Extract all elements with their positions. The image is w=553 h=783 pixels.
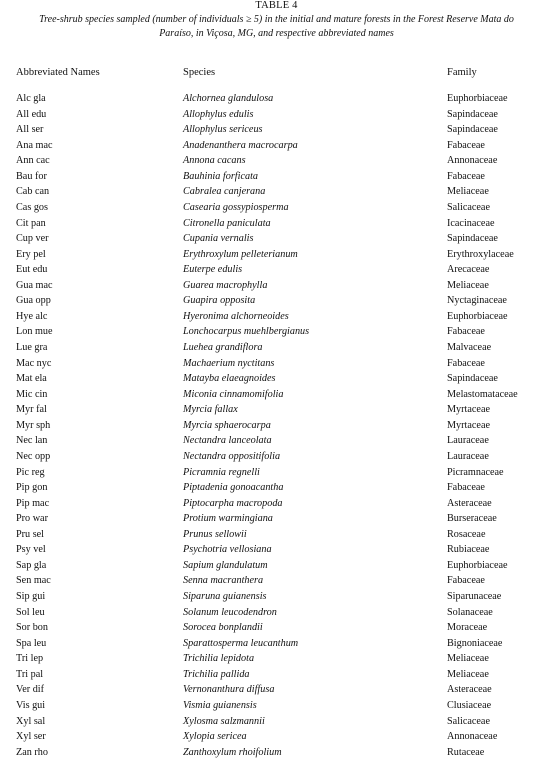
table-row	[0, 231, 553, 247]
family-cell: Fabaceae	[447, 170, 485, 182]
table-row	[0, 636, 553, 652]
abbreviated-name-cell: All edu	[16, 108, 47, 120]
family-cell: Sapindaceae	[447, 108, 498, 120]
family-cell: Sapindaceae	[447, 373, 498, 385]
species-cell: Protium warmingiana	[183, 513, 273, 525]
species-cell: Euterpe edulis	[183, 264, 243, 276]
family-cell: Meliaceae	[447, 653, 489, 665]
family-cell: Arecaceae	[447, 264, 490, 276]
header-family: Family	[447, 67, 477, 78]
species-cell: Miconia cinnamomifolia	[183, 388, 284, 400]
abbreviated-name-cell: Myr fal	[16, 404, 47, 416]
abbreviated-name-cell: Pip gon	[16, 482, 48, 494]
table-row	[0, 465, 553, 481]
family-cell: Fabaceae	[447, 482, 485, 494]
table-row	[0, 433, 553, 449]
table-row	[0, 418, 553, 434]
family-cell: Fabaceae	[447, 575, 485, 587]
table-row	[0, 745, 553, 761]
family-cell: Salicaceae	[447, 201, 490, 213]
family-cell: Asteraceae	[447, 684, 492, 696]
header-abbreviated-names: Abbreviated Names	[16, 67, 100, 78]
abbreviated-name-cell: Alc gla	[16, 93, 46, 104]
table-row	[0, 449, 553, 465]
abbreviated-name-cell: Xyl sal	[16, 715, 46, 727]
table-row	[0, 605, 553, 621]
species-cell: Anadenanthera macrocarpa	[183, 139, 298, 151]
table-row	[0, 138, 553, 154]
species-cell: Siparuna guianensis	[183, 591, 267, 602]
family-cell: Euphorbiaceae	[447, 93, 508, 104]
species-cell: Trichilia pallida	[183, 668, 250, 680]
abbreviated-name-cell: Cup ver	[16, 233, 49, 245]
family-cell: Siparunaceae	[447, 591, 502, 602]
species-cell: Machaerium nyctitans	[183, 357, 275, 369]
abbreviated-name-cell: All ser	[16, 124, 44, 136]
abbreviated-name-cell: Pip mac	[16, 497, 50, 509]
species-cell: Vernonanthura diffusa	[183, 684, 275, 696]
family-cell: Meliaceae	[447, 186, 489, 198]
species-cell: Picramnia regnelli	[183, 466, 260, 478]
species-cell: Annona cacans	[183, 155, 246, 167]
family-cell: Euphorbiaceae	[447, 310, 508, 322]
family-cell: Fabaceae	[447, 326, 485, 338]
family-cell: Erythroxylaceae	[447, 248, 514, 260]
abbreviated-name-cell: Sor bon	[16, 622, 48, 634]
table-row	[0, 387, 553, 403]
family-cell: Rosaceae	[447, 528, 486, 540]
table-row	[0, 91, 553, 107]
species-cell: Piptadenia gonoacantha	[183, 482, 284, 494]
table-row	[0, 480, 553, 496]
species-cell: Lonchocarpus muehlbergianus	[183, 326, 310, 338]
table-body	[0, 91, 553, 760]
species-cell: Cupania vernalis	[183, 233, 254, 245]
family-cell: Rubiaceae	[447, 544, 490, 556]
table-row	[0, 542, 553, 558]
abbreviated-name-cell: Gua opp	[16, 295, 51, 307]
table-row	[0, 340, 553, 356]
family-cell: Sapindaceae	[447, 233, 498, 245]
family-cell: Fabaceae	[447, 139, 485, 151]
abbreviated-name-cell: Zan rho	[16, 746, 48, 758]
table-row	[0, 729, 553, 745]
family-cell: Icacinaceae	[447, 217, 495, 229]
species-cell: Piptocarpha macropoda	[183, 497, 283, 509]
table-row	[0, 589, 553, 605]
abbreviated-name-cell: Ver dif	[16, 684, 45, 696]
table-row	[0, 667, 553, 683]
table-row	[0, 200, 553, 216]
abbreviated-name-cell: Ann cac	[16, 155, 50, 167]
family-cell: Myrtaceae	[447, 404, 490, 416]
abbreviated-name-cell: Sap gla	[16, 559, 47, 571]
family-cell: Annonaceae	[447, 731, 498, 743]
species-cell: Citronella paniculata	[183, 217, 271, 229]
abbreviated-name-cell: Xyl ser	[16, 731, 46, 743]
species-cell: Bauhinia forficata	[183, 170, 258, 182]
table-title: TABLE 4	[255, 0, 298, 11]
abbreviated-name-cell: Lon mue	[16, 326, 53, 338]
family-cell: Salicaceae	[447, 715, 490, 727]
table-row	[0, 153, 553, 169]
table-row	[0, 324, 553, 340]
species-cell: Guarea macrophylla	[183, 279, 268, 291]
species-cell: Guapira opposita	[183, 295, 256, 307]
table-row	[0, 247, 553, 263]
abbreviated-name-cell: Ery pel	[16, 248, 46, 260]
species-cell: Senna macranthera	[183, 575, 264, 587]
abbreviated-name-cell: Sip gui	[16, 591, 46, 602]
abbreviated-name-cell: Pro war	[16, 513, 48, 525]
abbreviated-name-cell: Psy vel	[16, 544, 46, 556]
table-row	[0, 278, 553, 294]
table-caption	[0, 13, 553, 41]
family-cell: Lauraceae	[447, 435, 489, 447]
family-cell: Fabaceae	[447, 357, 485, 369]
abbreviated-name-cell: Bau for	[16, 170, 47, 182]
species-cell: Solanum leucodendron	[183, 606, 277, 618]
species-cell: Sparattosperma leucanthum	[183, 637, 299, 649]
table-row	[0, 107, 553, 123]
abbreviated-name-cell: Pic reg	[16, 466, 45, 478]
table-row	[0, 216, 553, 232]
family-cell: Malvaceae	[447, 342, 492, 353]
abbreviated-name-cell: Cit pan	[16, 217, 46, 229]
header-species: Species	[183, 67, 216, 78]
table-row	[0, 371, 553, 387]
family-cell: Meliaceae	[447, 279, 489, 291]
species-cell: Luehea grandiflora	[183, 342, 263, 353]
species-cell: Myrcia fallax	[183, 404, 238, 416]
species-cell: Trichilia lepidota	[183, 653, 255, 665]
caption-line-1: Tree-shrub species sampled (number of individuals ≥ 5) in the initial and mature forests in the Forest Reserve Mata do	[39, 14, 514, 25]
species-cell: Xylopia sericea	[183, 731, 247, 743]
abbreviated-name-cell: Vis gui	[16, 699, 46, 711]
species-cell: Casearia gossypiosperma	[183, 201, 289, 213]
abbreviated-name-cell: Spa leu	[16, 637, 47, 649]
caption-line-2: Paraíso, in Viçosa, MG, and respective abbreviated names	[159, 28, 394, 39]
family-cell: Burseraceae	[447, 513, 497, 525]
species-cell: Nectandra lanceolata	[183, 435, 272, 447]
table-row	[0, 527, 553, 543]
abbreviated-name-cell: Eut edu	[16, 264, 48, 276]
abbreviated-name-cell: Mac nyc	[16, 357, 52, 369]
family-cell: Meliaceae	[447, 668, 489, 680]
family-cell: Lauraceae	[447, 450, 489, 462]
abbreviated-name-cell: Lue gra	[16, 342, 48, 353]
species-cell: Nectandra oppositifolia	[183, 450, 281, 462]
family-cell: Solanaceae	[447, 606, 493, 618]
family-cell: Asteraceae	[447, 497, 492, 509]
species-cell: Allophylus edulis	[183, 108, 254, 120]
family-cell: Annonaceae	[447, 155, 498, 167]
species-cell: Zanthoxylum rhoifolium	[183, 746, 282, 758]
abbreviated-name-cell: Nec opp	[16, 450, 51, 462]
table-row	[0, 573, 553, 589]
table-row	[0, 122, 553, 138]
abbreviated-name-cell: Cas gos	[16, 201, 48, 213]
abbreviated-name-cell: Ana mac	[16, 139, 53, 151]
abbreviated-name-cell: Tri pal	[16, 668, 44, 680]
table-row	[0, 402, 553, 418]
table-row	[0, 682, 553, 698]
family-cell: Euphorbiaceae	[447, 559, 508, 571]
species-cell: Sapium glandulatum	[183, 559, 268, 571]
family-cell: Melastomataceae	[447, 388, 518, 400]
abbreviated-name-cell: Mat ela	[16, 373, 47, 385]
table-row	[0, 620, 553, 636]
table-row	[0, 714, 553, 730]
table-row	[0, 184, 553, 200]
family-cell: Clusiaceae	[447, 699, 492, 711]
table-row	[0, 293, 553, 309]
family-cell: Bignoniaceae	[447, 637, 503, 649]
table-row	[0, 262, 553, 278]
abbreviated-name-cell: Mic cin	[16, 388, 48, 400]
species-cell: Matayba elaeagnoides	[183, 373, 276, 385]
table-row	[0, 698, 553, 714]
table-header-row	[0, 67, 553, 81]
abbreviated-name-cell: Pru sel	[16, 528, 45, 540]
species-cell: Xylosma salzmannii	[183, 715, 265, 727]
table-row	[0, 309, 553, 325]
family-cell: Sapindaceae	[447, 124, 498, 136]
family-cell: Rutaceae	[447, 746, 485, 758]
table-row	[0, 496, 553, 512]
species-cell: Allophylus sericeus	[183, 124, 263, 136]
species-cell: Vismia guianensis	[183, 699, 257, 711]
species-cell: Sorocea bonplandii	[183, 622, 263, 634]
abbreviated-name-cell: Cab can	[16, 186, 50, 198]
family-cell: Picramnaceae	[447, 466, 504, 478]
abbreviated-name-cell: Sen mac	[16, 575, 51, 587]
family-cell: Nyctaginaceae	[447, 295, 507, 307]
species-cell: Prunus sellowii	[183, 528, 247, 540]
family-cell: Moraceae	[447, 622, 488, 634]
abbreviated-name-cell: Tri lep	[16, 653, 44, 665]
table-row	[0, 558, 553, 574]
table-row	[0, 356, 553, 372]
table-row	[0, 511, 553, 527]
abbreviated-name-cell: Myr sph	[16, 419, 51, 431]
abbreviated-name-cell: Hye alc	[16, 310, 48, 322]
abbreviated-name-cell: Nec lan	[16, 435, 48, 447]
species-cell: Myrcia sphaerocarpa	[183, 419, 271, 431]
species-cell: Cabralea canjerana	[183, 186, 266, 198]
species-cell: Erythroxylum pelleterianum	[183, 248, 298, 260]
species-cell: Psychotria vellosiana	[183, 544, 272, 556]
abbreviated-name-cell: Sol leu	[16, 606, 45, 618]
species-cell: Alchornea glandulosa	[183, 93, 274, 104]
table-row	[0, 169, 553, 185]
abbreviated-name-cell: Gua mac	[16, 279, 53, 291]
family-cell: Myrtaceae	[447, 419, 490, 431]
table-row	[0, 651, 553, 667]
species-cell: Hyeronima alchorneoides	[183, 310, 289, 322]
